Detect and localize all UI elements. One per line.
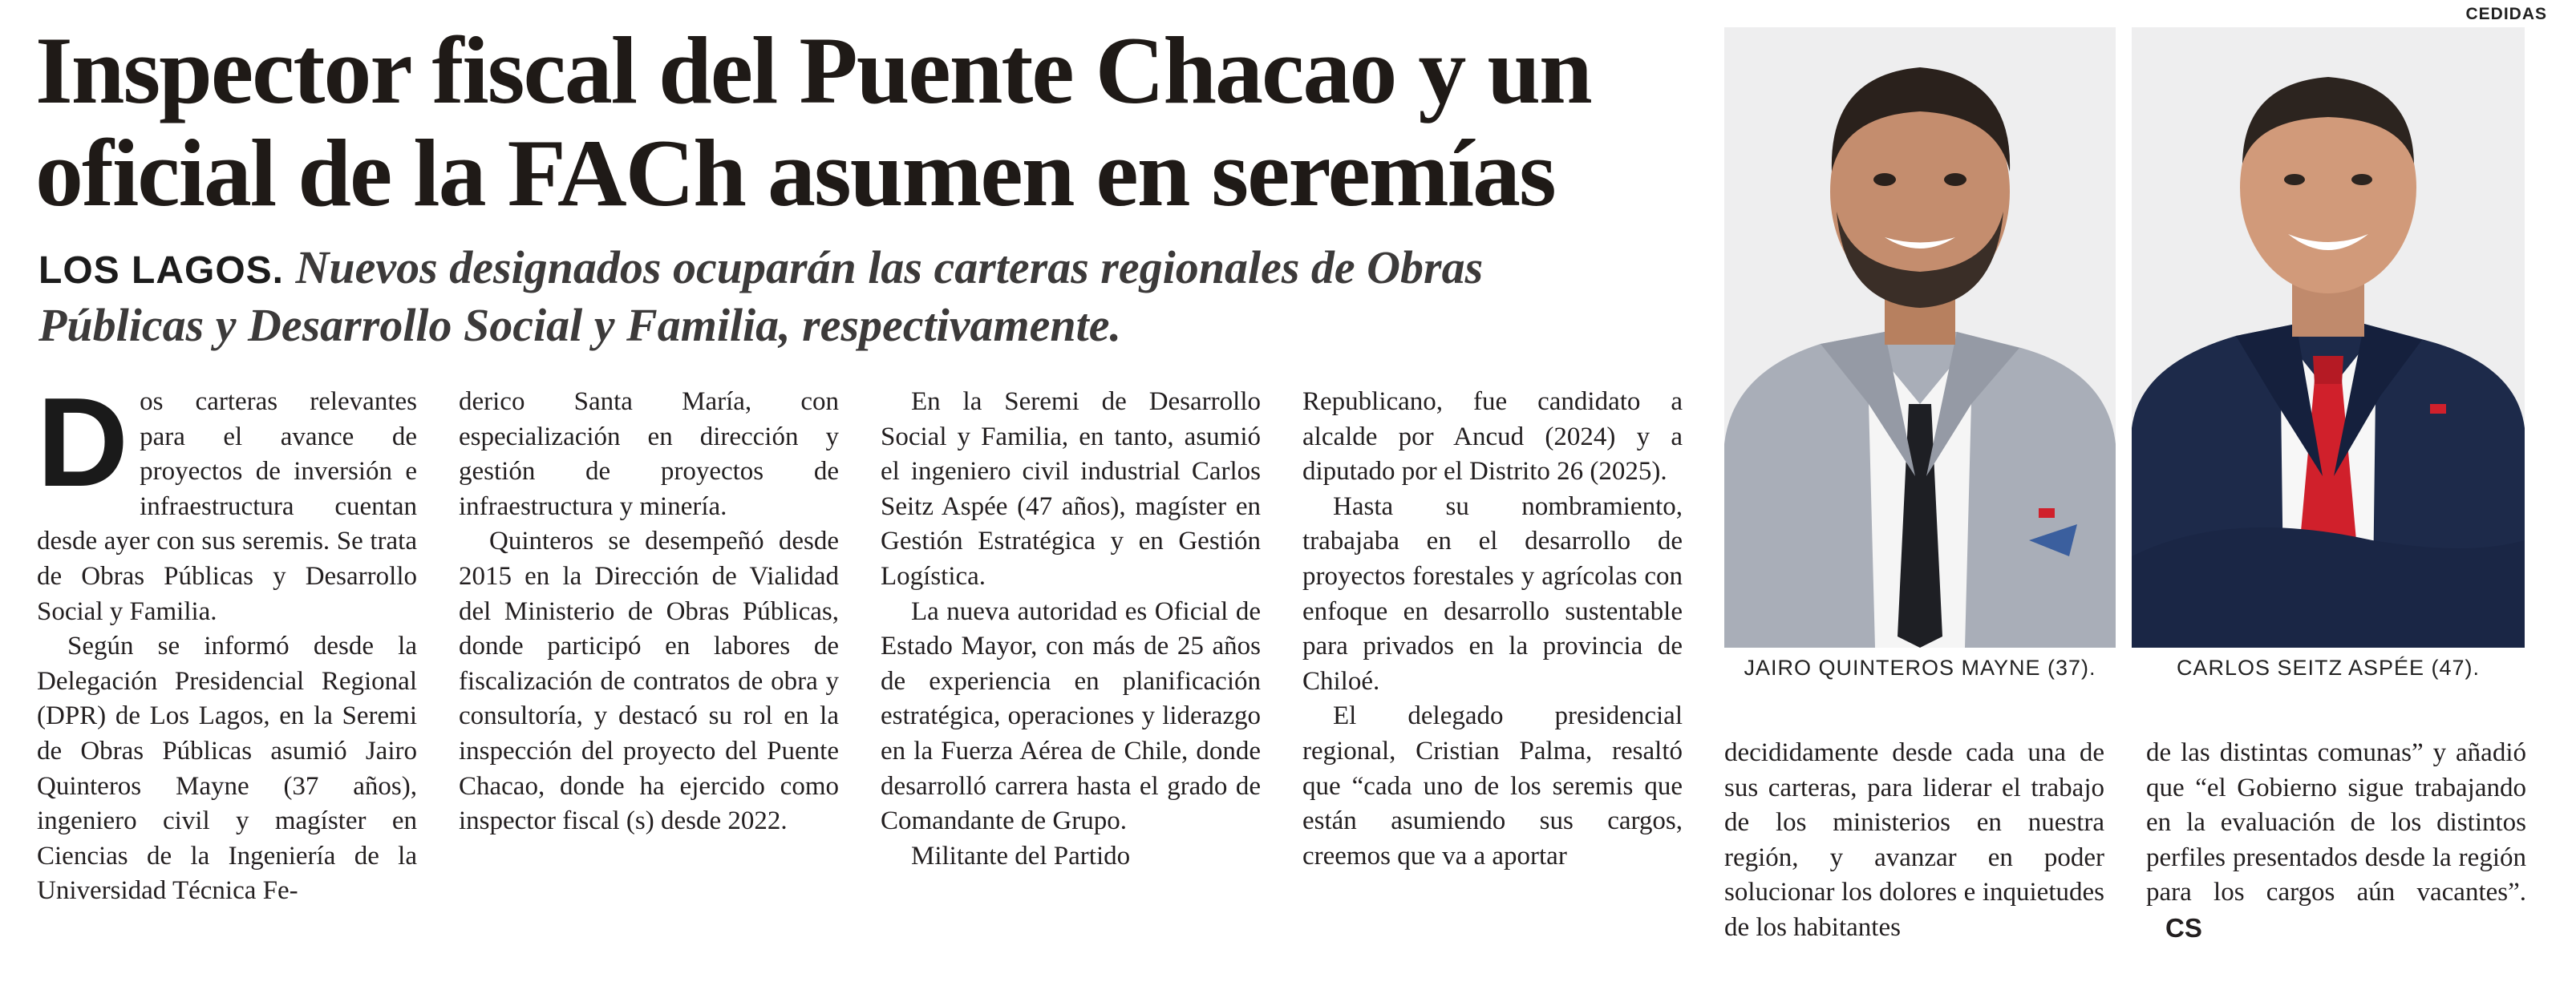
lead-subtitle (38, 240, 1659, 353)
photo-carlos-seitz (2132, 27, 2525, 648)
paragraph: de las distintas comunas” y añadió que “el Gobierno sigue trabajando en la evaluación de los distintos perfiles presentados desde la región para los cargos aún vacantes”. (2146, 738, 2526, 907)
photo-credit: CEDIDAS (2465, 5, 2547, 23)
paragraph: Hasta su nombramiento, trabajaba en el desarrollo de proyectos forestales y agrícolas con enfoque en desarrollo sustentable para privados en la provincia de Chiloé. (1302, 491, 1683, 696)
paragraph: En la Seremi de Desarrollo Social y Familia, en tanto, asumió el ingeniero civil industrial Carlos Seitz Aspée (47 años), magíster en Gestión Estratégica y en Gestión Logística. (881, 387, 1261, 591)
portrait-illustration (2132, 27, 2525, 648)
paragraph: derico Santa María, con especialización en dirección y gestión de proyectos de infraestructura y minería. (459, 387, 839, 521)
body-column-1 (37, 372, 417, 909)
paragraph: Quinteros se desempeñó desde 2015 en la Dirección de Vialidad del Ministerio de Obras Públicas, donde participó en labores de fiscalización de contratos de obra y consultoría, y destacó su rol en la inspección del proyecto del Puente Chacao, donde ha ejercido como inspector fiscal (s) desde 2022. (459, 527, 839, 836)
photo-jairo-quinteros (1724, 27, 2116, 648)
portrait-illustration (1724, 27, 2116, 648)
paragraph: os carteras relevantes para el avance de proyectos de inversión e infraestructura cuentan desde ayer con sus seremis. Se trata de Obras Públicas y Desarrollo Social y Familia. (37, 387, 417, 626)
paragraph: decididamente desde cada una de sus carteras, para liderar el trabajo de los ministerios en nuestra región, y avanzar en poder solucionar los dolores e inquietudes de los habitantes (1724, 738, 2104, 942)
photo-caption: JAIRO QUINTEROS MAYNE (37). (1744, 656, 2096, 680)
paragraph: Republicano, fue candidato a alcalde por Ancud (2024) y a diputado por el Distrito 26 (2025). (1302, 387, 1683, 487)
body-column-6 (2146, 736, 2526, 948)
headline: Inspector fiscal del Puente Chacao y un oficial de la FACh asumen en seremías (35, 17, 1591, 226)
body-column-2 (459, 385, 839, 839)
photo-caption: CARLOS SEITZ ASPÉE (47). (2176, 656, 2481, 680)
drop-cap: D (37, 372, 129, 513)
body-column-4 (1302, 385, 1683, 874)
paragraph: Militante del Partido (911, 841, 1131, 871)
end-mark: CS (2165, 912, 2202, 943)
lead-kicker: LOS LAGOS. (38, 249, 285, 292)
body-column-3 (881, 385, 1261, 874)
body-column-5 (1724, 736, 2104, 946)
paragraph: El delegado presidencial regional, Cristian Palma, resaltó que “cada uno de los seremis que están asumiendo sus cargos, creemos que va a aportar (1302, 701, 1683, 871)
lead-text: Nuevos designados ocuparán las carteras regionales de Obras Públicas y Desarrollo Social y Familia, respectivamente. (38, 241, 1484, 351)
paragraph: Según se informó desde la Delegación Presidencial Regional (DPR) de Los Lagos, en la Seremi de Obras Públicas asumió Jairo Quinteros Mayne (37 años), ingeniero civil y magíster en Ciencias de la Ingeniería de la Universidad Técnica Fe- (37, 632, 417, 906)
paragraph: La nueva autoridad es Oficial de Estado Mayor, con más de 25 años de experiencia en planificación estratégica, operaciones y liderazgo en la Fuerza Aérea de Chile, donde desarrolló carrera hasta el grado de Comandante de Grupo. (881, 596, 1261, 836)
